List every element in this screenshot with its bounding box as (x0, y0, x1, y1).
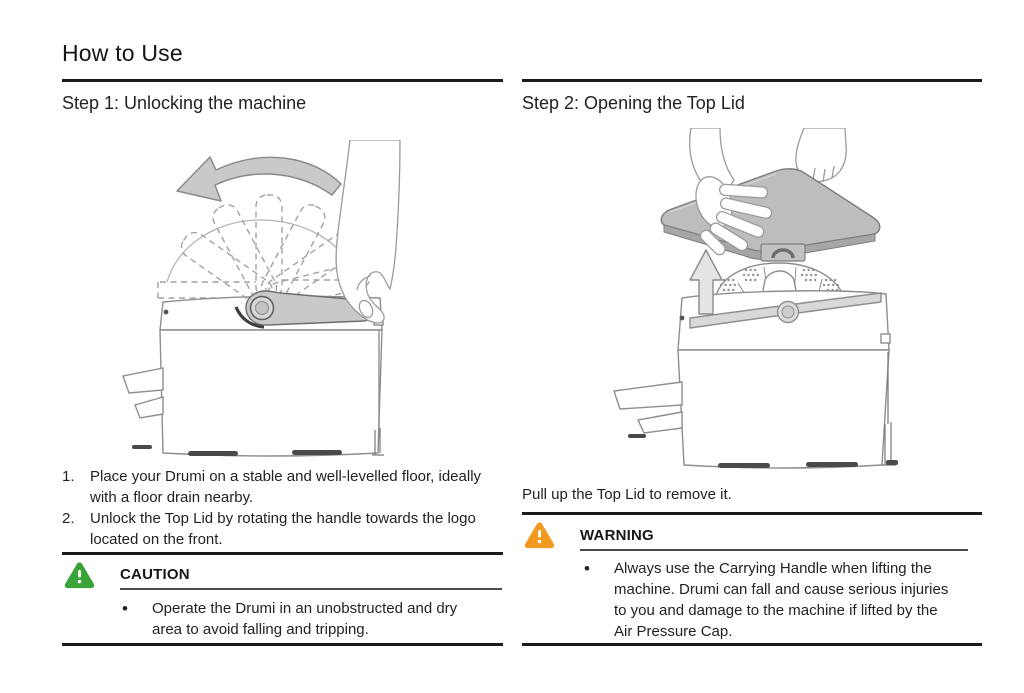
list-item (62, 508, 503, 550)
page-title: How to Use (62, 40, 183, 66)
list-item-number: 1. (62, 468, 75, 485)
rotation-arrow-icon (177, 157, 341, 201)
caution-label: CAUTION (120, 566, 190, 583)
handle-pivot-inner (256, 302, 269, 315)
foot-pedal (123, 368, 163, 418)
caution-item (122, 598, 503, 640)
step2-note: Pull up the Top Lid to remove it. (522, 486, 732, 503)
bullet-icon: • (122, 599, 128, 618)
handle-sweep-arc (167, 220, 353, 282)
hand (336, 140, 400, 323)
instruction-list (62, 466, 503, 550)
bullet-icon: • (584, 559, 590, 578)
divider (62, 643, 503, 646)
warning-label: WARNING (580, 527, 654, 544)
divider (62, 552, 503, 555)
machine-lower-body (678, 350, 889, 468)
caution-text: Operate the Drumi in an unobstructed and dry area to avoid falling and tripping. (152, 600, 458, 638)
divider (62, 79, 503, 82)
divider (522, 643, 982, 646)
step1-illustration (110, 140, 410, 465)
list-item (62, 466, 503, 508)
logo-dot (680, 316, 685, 321)
step1-heading: Step 1: Unlocking the machine (62, 93, 307, 113)
step2-illustration (598, 128, 928, 478)
list-item-number: 2. (62, 510, 75, 527)
machine (614, 263, 896, 468)
step2-heading: Step 2: Opening the Top Lid (522, 93, 745, 113)
divider (120, 588, 502, 590)
list-item-text: Place your Drumi on a stable and well-levelled floor, ideally with a floor drain nearby. (90, 468, 482, 506)
foot-pedal (614, 382, 682, 409)
logo-dot (164, 310, 169, 315)
caution-icon (63, 560, 96, 590)
warning-text: Always use the Carrying Handle when lifting the machine. Drumi can fall and cause serious injuries to you and damage to the machine if lifted by the Air Pressure Cap. (614, 560, 949, 640)
divider (580, 549, 968, 551)
warning-icon (523, 520, 556, 550)
divider (522, 512, 982, 515)
list-item-text: Unlock the Top Lid by rotating the handle towards the logo located on the front. (90, 510, 476, 548)
divider (522, 79, 982, 82)
warning-item (584, 558, 974, 642)
